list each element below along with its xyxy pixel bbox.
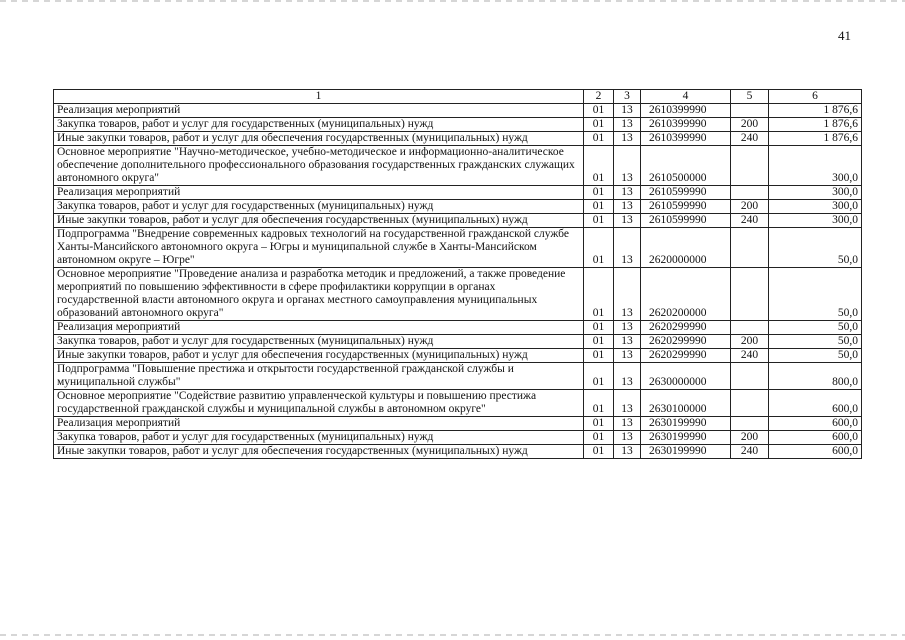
row-name-cell: Реализация мероприятий (54, 417, 584, 431)
row-expense-type-cell (731, 321, 769, 335)
row-expense-type-cell: 240 (731, 214, 769, 228)
row-section-cell: 01 (584, 186, 614, 200)
row-target-article-cell: 2620299990 (641, 335, 731, 349)
row-sum-cell: 800,0 (769, 363, 862, 390)
row-name-cell: Основное мероприятие "Содействие развитию управленческой культуры и повышению престижа государственной гражданской службы и муниципальной службы в автономном округе" (54, 390, 584, 417)
row-name-cell: Иные закупки товаров, работ и услуг для обеспечения государственных (муниципальных) нужд (54, 349, 584, 363)
row-section-cell: 01 (584, 363, 614, 390)
row-subsection-cell: 13 (614, 417, 641, 431)
row-sum-cell: 600,0 (769, 431, 862, 445)
row-section-cell: 01 (584, 228, 614, 268)
scan-artifact-bottom (0, 634, 905, 636)
row-section-cell: 01 (584, 200, 614, 214)
table-row (54, 186, 862, 200)
table-row (54, 146, 862, 186)
row-target-article-cell: 2630199990 (641, 445, 731, 459)
table-row (54, 132, 862, 146)
table-row (54, 363, 862, 390)
scan-artifact-top (0, 0, 905, 2)
header-col-4: 4 (641, 90, 731, 104)
row-sum-cell: 50,0 (769, 268, 862, 321)
table-row (54, 228, 862, 268)
row-section-cell: 01 (584, 335, 614, 349)
table-row (54, 431, 862, 445)
row-section-cell: 01 (584, 214, 614, 228)
row-name-cell: Иные закупки товаров, работ и услуг для обеспечения государственных (муниципальных) нужд (54, 214, 584, 228)
row-target-article-cell: 2630100000 (641, 390, 731, 417)
row-target-article-cell: 2620200000 (641, 268, 731, 321)
row-expense-type-cell: 240 (731, 349, 769, 363)
row-expense-type-cell (731, 417, 769, 431)
row-expense-type-cell: 200 (731, 200, 769, 214)
table-header-row (54, 90, 862, 104)
row-name-cell: Основное мероприятие "Научно-методическое, учебно-методическое и информационно-аналитическое обеспечение дополнительного профессионального образования государственных гражданских служащих автономного округа" (54, 146, 584, 186)
row-sum-cell: 1 876,6 (769, 132, 862, 146)
header-col-1: 1 (54, 90, 584, 104)
table-row (54, 417, 862, 431)
row-sum-cell: 50,0 (769, 321, 862, 335)
row-sum-cell: 50,0 (769, 335, 862, 349)
row-subsection-cell: 13 (614, 228, 641, 268)
row-section-cell: 01 (584, 445, 614, 459)
row-subsection-cell: 13 (614, 445, 641, 459)
table-row (54, 321, 862, 335)
table-row (54, 349, 862, 363)
row-section-cell: 01 (584, 118, 614, 132)
row-subsection-cell: 13 (614, 363, 641, 390)
row-target-article-cell: 2610500000 (641, 146, 731, 186)
table-row (54, 200, 862, 214)
table-body (54, 104, 862, 459)
row-target-article-cell: 2610599990 (641, 200, 731, 214)
row-name-cell: Реализация мероприятий (54, 321, 584, 335)
row-subsection-cell: 13 (614, 214, 641, 228)
row-section-cell: 01 (584, 268, 614, 321)
row-name-cell: Иные закупки товаров, работ и услуг для обеспечения государственных (муниципальных) нужд (54, 132, 584, 146)
row-subsection-cell: 13 (614, 321, 641, 335)
table-row (54, 104, 862, 118)
row-target-article-cell: 2610599990 (641, 214, 731, 228)
row-subsection-cell: 13 (614, 390, 641, 417)
row-expense-type-cell (731, 268, 769, 321)
row-section-cell: 01 (584, 417, 614, 431)
row-expense-type-cell: 200 (731, 335, 769, 349)
row-sum-cell: 1 876,6 (769, 104, 862, 118)
row-sum-cell: 600,0 (769, 417, 862, 431)
row-target-article-cell: 2630199990 (641, 417, 731, 431)
row-subsection-cell: 13 (614, 335, 641, 349)
row-target-article-cell: 2620000000 (641, 228, 731, 268)
row-target-article-cell: 2630199990 (641, 431, 731, 445)
row-expense-type-cell: 240 (731, 445, 769, 459)
table-row (54, 268, 862, 321)
row-sum-cell: 600,0 (769, 445, 862, 459)
row-sum-cell: 50,0 (769, 228, 862, 268)
row-target-article-cell: 2630000000 (641, 363, 731, 390)
table-row (54, 118, 862, 132)
row-subsection-cell: 13 (614, 186, 641, 200)
table-row (54, 445, 862, 459)
row-subsection-cell: 13 (614, 431, 641, 445)
row-expense-type-cell: 200 (731, 118, 769, 132)
row-subsection-cell: 13 (614, 349, 641, 363)
row-sum-cell: 50,0 (769, 349, 862, 363)
row-section-cell: 01 (584, 390, 614, 417)
table-row (54, 335, 862, 349)
row-target-article-cell: 2620299990 (641, 349, 731, 363)
row-subsection-cell: 13 (614, 268, 641, 321)
header-col-3: 3 (614, 90, 641, 104)
budget-table (53, 89, 862, 459)
row-name-cell: Закупка товаров, работ и услуг для государственных (муниципальных) нужд (54, 335, 584, 349)
table-row (54, 214, 862, 228)
row-expense-type-cell: 240 (731, 132, 769, 146)
row-name-cell: Подпрограмма "Повышение престижа и открытости государственной гражданской службы и муниципальной службы" (54, 363, 584, 390)
row-expense-type-cell (731, 363, 769, 390)
row-subsection-cell: 13 (614, 200, 641, 214)
row-subsection-cell: 13 (614, 146, 641, 186)
row-target-article-cell: 2620299990 (641, 321, 731, 335)
row-section-cell: 01 (584, 349, 614, 363)
row-subsection-cell: 13 (614, 118, 641, 132)
row-sum-cell: 600,0 (769, 390, 862, 417)
row-section-cell: 01 (584, 321, 614, 335)
row-sum-cell: 300,0 (769, 146, 862, 186)
row-name-cell: Иные закупки товаров, работ и услуг для обеспечения государственных (муниципальных) нужд (54, 445, 584, 459)
row-expense-type-cell (731, 186, 769, 200)
header-col-6: 6 (769, 90, 862, 104)
header-col-5: 5 (731, 90, 769, 104)
row-subsection-cell: 13 (614, 104, 641, 118)
row-expense-type-cell (731, 104, 769, 118)
row-name-cell: Закупка товаров, работ и услуг для государственных (муниципальных) нужд (54, 200, 584, 214)
row-target-article-cell: 2610399990 (641, 104, 731, 118)
page-number: 41 (838, 28, 851, 43)
row-section-cell: 01 (584, 431, 614, 445)
row-expense-type-cell (731, 390, 769, 417)
row-target-article-cell: 2610399990 (641, 132, 731, 146)
row-expense-type-cell (731, 146, 769, 186)
row-target-article-cell: 2610399990 (641, 118, 731, 132)
header-col-2: 2 (584, 90, 614, 104)
row-sum-cell: 300,0 (769, 214, 862, 228)
row-subsection-cell: 13 (614, 132, 641, 146)
row-name-cell: Реализация мероприятий (54, 104, 584, 118)
row-sum-cell: 1 876,6 (769, 118, 862, 132)
row-sum-cell: 300,0 (769, 200, 862, 214)
table-row (54, 390, 862, 417)
row-target-article-cell: 2610599990 (641, 186, 731, 200)
row-section-cell: 01 (584, 104, 614, 118)
row-expense-type-cell (731, 228, 769, 268)
row-name-cell: Основное мероприятие "Проведение анализа и разработка методик и предложений, а также проведение мероприятий по повышению эффективности в сфере профилактики коррупции в органах государственной власти автономного округа и органах местного самоуправления муниципальных образований автономного округа" (54, 268, 584, 321)
row-name-cell: Закупка товаров, работ и услуг для государственных (муниципальных) нужд (54, 118, 584, 132)
row-section-cell: 01 (584, 132, 614, 146)
row-section-cell: 01 (584, 146, 614, 186)
row-name-cell: Реализация мероприятий (54, 186, 584, 200)
row-name-cell: Закупка товаров, работ и услуг для государственных (муниципальных) нужд (54, 431, 584, 445)
row-name-cell: Подпрограмма "Внедрение современных кадровых технологий на государственной гражданской службе Ханты-Мансийского автономного округа – Югры и муниципальной службе в Ханты-Мансийском автономном округе – Югре" (54, 228, 584, 268)
row-sum-cell: 300,0 (769, 186, 862, 200)
row-expense-type-cell: 200 (731, 431, 769, 445)
